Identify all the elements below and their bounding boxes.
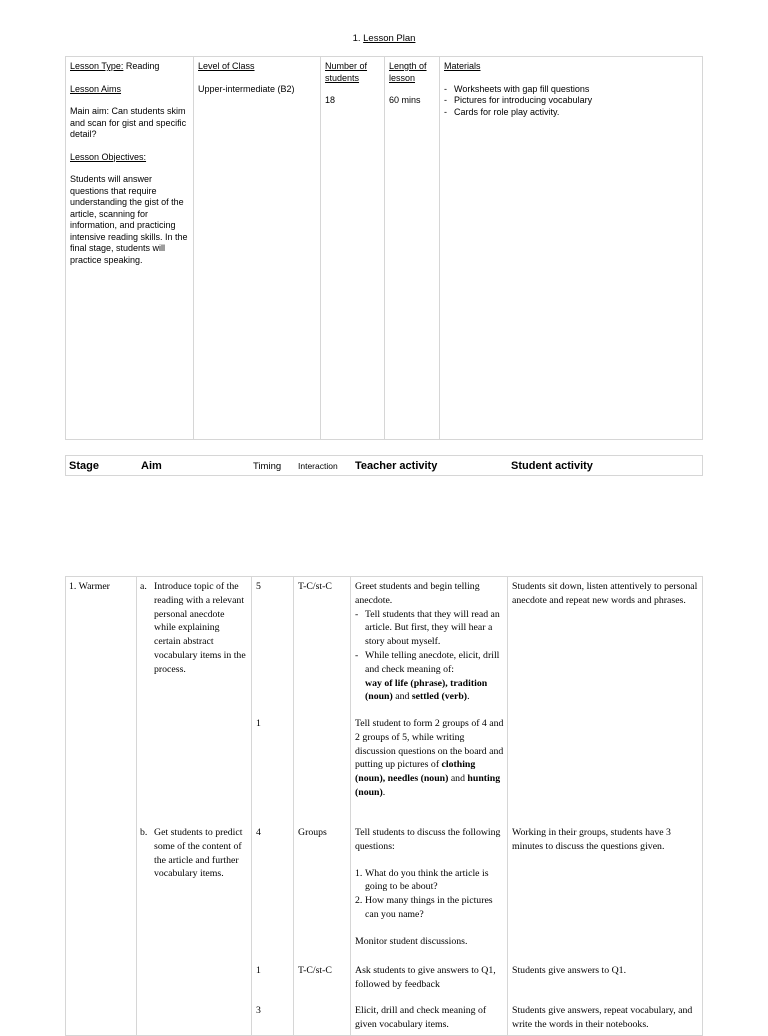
stage-table — [65, 576, 703, 1036]
materials-item: - Cards for role play activity. — [444, 106, 560, 117]
header-timing: Timing — [253, 461, 282, 472]
students-label: Number of students — [325, 61, 368, 83]
row3-teacher: Tell students to discuss the following questions: 1. What do you think the article is going to be about? 2. How many things in the pictures can you name? Monitor student discussions. — [355, 827, 501, 947]
row1-timing: 5 — [256, 581, 261, 592]
stage-name: 1. Warmer — [69, 581, 110, 592]
row4-interaction: T-C/st-C — [298, 965, 332, 976]
row4-teacher: Ask students to give answers to Q1, followed by feedback — [355, 965, 496, 990]
row3-student: Working in their groups, students have 3 minutes to discuss the questions given. — [512, 827, 671, 852]
plan-col-materials — [440, 57, 704, 439]
row4-timing: 1 — [256, 965, 261, 976]
header-aim: Aim — [141, 460, 162, 472]
row3-timing: 4 — [256, 827, 261, 838]
aim-a: a. Introduce topic of the reading with a relevant personal anecdote while explaining certain abstract vocabulary items in the process. — [140, 581, 246, 675]
level-value: Upper-intermediate (B2) — [198, 83, 295, 94]
title-number: 1. — [352, 33, 361, 44]
header-interaction: Interaction — [298, 461, 338, 471]
lesson-type-value: Reading — [123, 61, 160, 71]
row3-interaction: Groups — [298, 827, 327, 838]
row1-teacher: Greet students and begin telling anecdote. - Tell students that they will read an article. But first, they will hear a story about myself. - While telling anecdote, elicit, drill and check meaning of: way of life (phrase), tradition (noun) and settled (verb). — [355, 581, 500, 703]
lesson-type-label: Lesson Type: — [70, 61, 124, 71]
stage-header-row — [65, 455, 703, 476]
plan-col-students — [321, 57, 385, 439]
aim-b: b. Get students to predict some of the content of the article and further vocabulary items. — [140, 827, 243, 880]
length-label: Length of lesson — [389, 61, 427, 83]
header-teacher: Teacher activity — [355, 460, 438, 472]
row5-timing: 3 — [256, 1005, 261, 1016]
lesson-aims-label: Lesson Aims — [70, 83, 122, 94]
header-stage: Stage — [69, 460, 99, 472]
level-label: Level of Class — [198, 61, 255, 71]
objectives-label: Lesson Objectives: — [70, 151, 147, 162]
objectives-text: Students will answer questions that require understanding the gist of the article, scanning for information, and practicing intensive reading skills. In the final stage, students will practice speaking. — [70, 174, 188, 265]
materials-label: Materials — [444, 61, 481, 71]
plan-col-level — [194, 57, 321, 439]
row2-timing: 1 — [256, 718, 261, 729]
row4-student: Students give answers to Q1. — [512, 965, 627, 976]
header-student: Student activity — [511, 460, 593, 472]
row2-teacher: Tell student to form 2 groups of 4 and 2 groups of 5, while writing discussion questions on the board and putting up pictures of clothing (noun), needles (noun) and hunting (noun). — [355, 718, 504, 798]
page-title — [0, 33, 768, 44]
main-aim: Main aim: Can students skim and scan for gist and specific detail? — [70, 106, 187, 139]
title-text: Lesson Plan — [363, 33, 416, 44]
row5-teacher: Elicit, drill and check meaning of given vocabulary items. — [355, 1005, 487, 1030]
row1-student: Students sit down, listen attentively to personal anecdote and repeat new words and phrases. — [512, 581, 698, 606]
row5-student: Students give answers, repeat vocabulary, and write the words in their notebooks. — [512, 1005, 693, 1030]
plan-col-length — [385, 57, 440, 439]
lesson-plan-table — [65, 56, 703, 440]
row1-interaction: T-C/st-C — [298, 581, 332, 592]
students-value: 18 — [325, 95, 336, 105]
materials-item: - Pictures for introducing vocabulary — [444, 95, 593, 105]
plan-col-type — [66, 57, 194, 439]
length-value: 60 mins — [389, 95, 421, 105]
materials-item: - Worksheets with gap fill questions — [444, 83, 590, 94]
